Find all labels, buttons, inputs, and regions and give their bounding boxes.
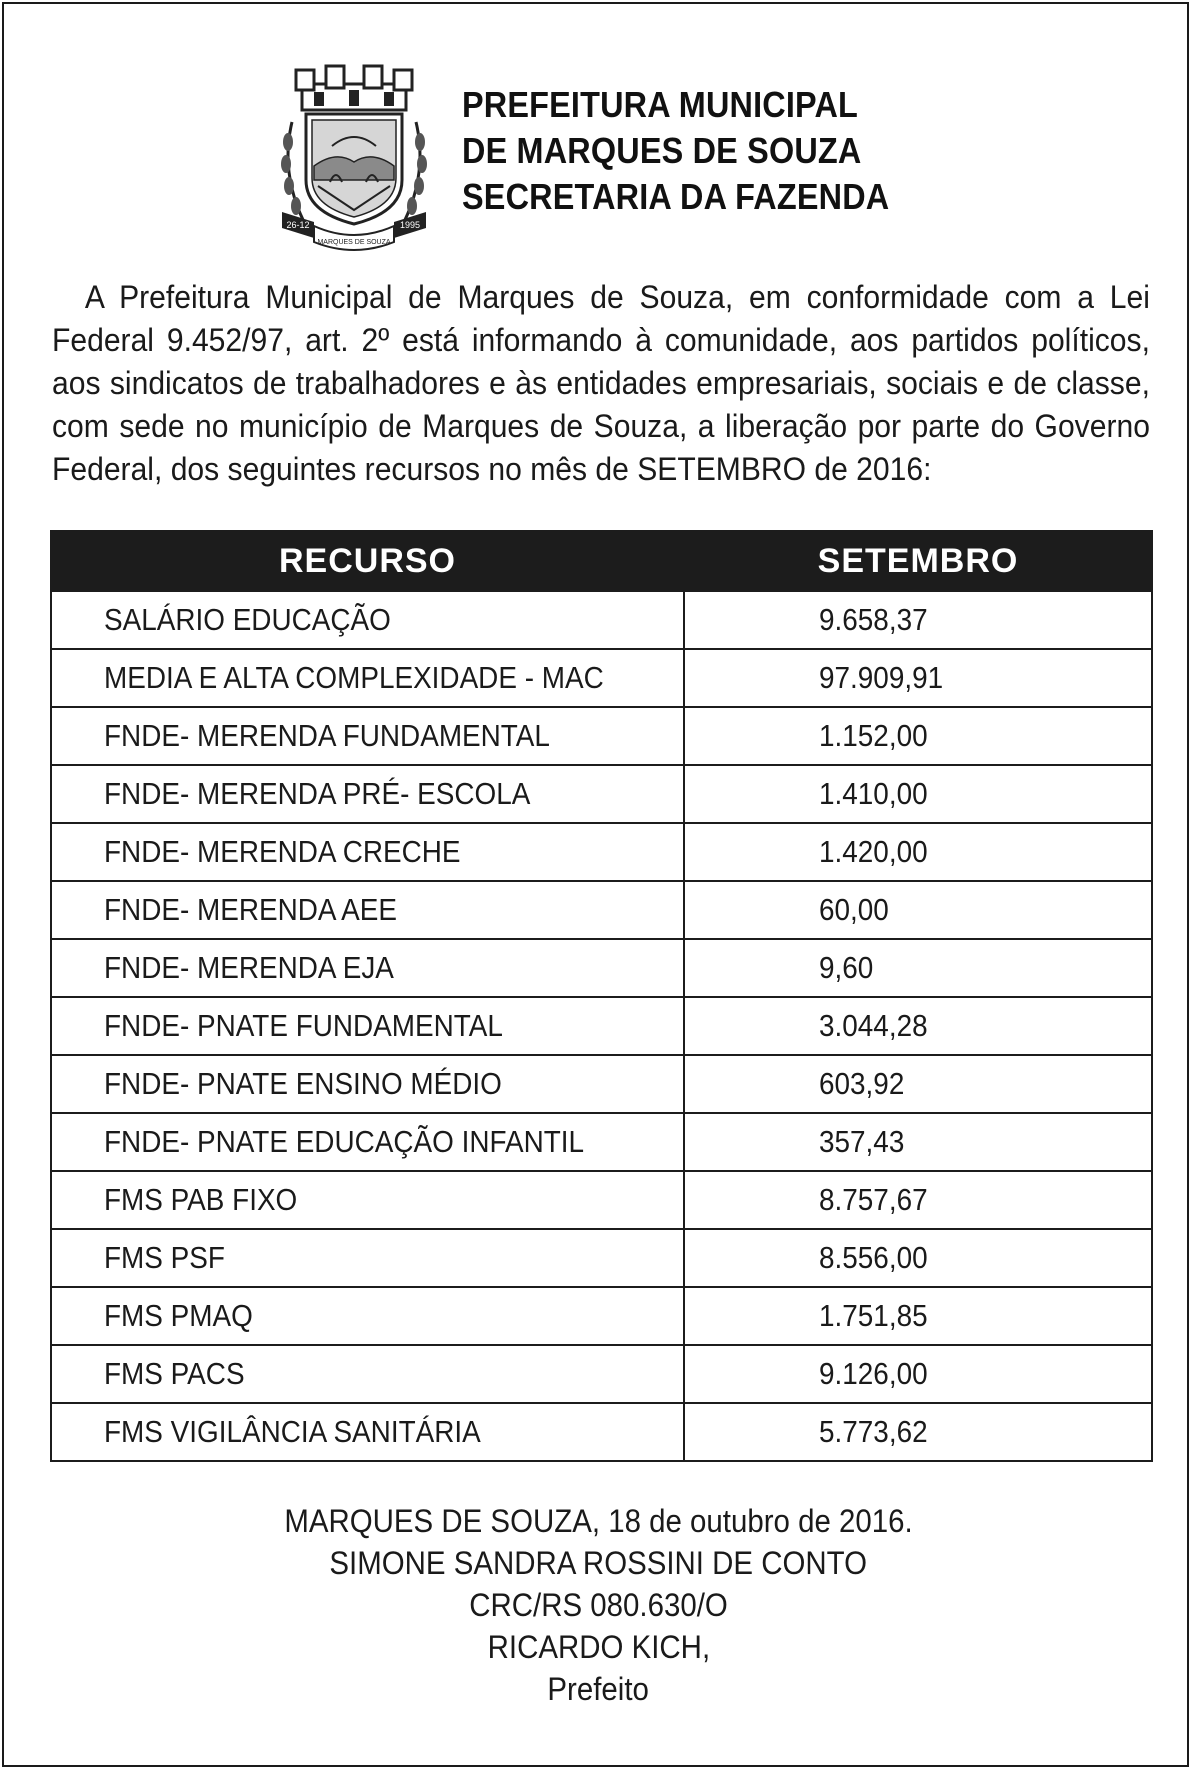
- signer1-name-line: [4, 1542, 1193, 1584]
- table-header-row: [51, 531, 1152, 591]
- valor-cell: [684, 591, 1152, 649]
- valor-cell: [684, 1287, 1152, 1345]
- recurso-cell: [51, 1345, 684, 1403]
- recurso-label: FNDE- MERENDA AEE: [104, 892, 398, 927]
- valor-label: 603,92: [819, 1066, 905, 1101]
- column-header-setembro: SETEMBRO: [684, 531, 1152, 591]
- signature-block: [4, 1500, 1193, 1710]
- recurso-label: FNDE- MERENDA CRECHE: [104, 834, 461, 869]
- valor-label: 97.909,91: [819, 660, 944, 695]
- valor-cell: [684, 707, 1152, 765]
- recurso-label: FNDE- PNATE EDUCAÇÃO INFANTIL: [104, 1124, 585, 1159]
- valor-cell: [684, 649, 1152, 707]
- recurso-label: FMS PSF: [104, 1240, 225, 1275]
- table-row: [51, 1345, 1152, 1403]
- header-title-line2: DE MARQUES DE SOUZA: [462, 130, 862, 171]
- place-date: MARQUES DE SOUZA, 18 de outubro de 2016.: [284, 1503, 913, 1539]
- table-row: [51, 1055, 1152, 1113]
- table-row: [51, 939, 1152, 997]
- valor-label: 8.556,00: [819, 1240, 928, 1275]
- document-frame: [2, 2, 1189, 1767]
- valor-cell: [684, 1403, 1152, 1461]
- recurso-label: FNDE- PNATE FUNDAMENTAL: [104, 1008, 503, 1043]
- table-row: [51, 591, 1152, 649]
- recurso-label: FMS VIGILÂNCIA SANITÁRIA: [104, 1414, 481, 1449]
- valor-cell: [684, 1055, 1152, 1113]
- signer1-crc: CRC/RS 080.630/O: [469, 1587, 728, 1623]
- crest-year-left: 26-12: [286, 220, 310, 230]
- signer2-role: Prefeito: [547, 1671, 650, 1707]
- recurso-cell: [51, 1287, 684, 1345]
- table-row: [51, 1229, 1152, 1287]
- valor-cell: [684, 1229, 1152, 1287]
- valor-label: 1.751,85: [819, 1298, 928, 1333]
- recurso-cell: [51, 1113, 684, 1171]
- place-date-line: [4, 1500, 1193, 1542]
- crest-ribbon-text: MARQUES DE SOUZA: [317, 239, 391, 246]
- valor-label: 1.420,00: [819, 834, 928, 869]
- recurso-label: MEDIA E ALTA COMPLEXIDADE - MAC: [104, 660, 604, 695]
- recurso-cell: [51, 765, 684, 823]
- signer1-name: SIMONE SANDRA ROSSINI DE CONTO: [329, 1545, 868, 1581]
- signer2-role-line: [4, 1668, 1193, 1710]
- valor-label: 9.658,37: [819, 602, 928, 637]
- valor-cell: [684, 997, 1152, 1055]
- table-row: [51, 765, 1152, 823]
- valor-cell: [684, 765, 1152, 823]
- valor-cell: [684, 1171, 1152, 1229]
- recurso-cell: [51, 881, 684, 939]
- intro-paragraph: A Prefeitura Municipal de Marques de Souza, em conformidade com a Lei Federal 9.452/97, art. 2º está informando à comunidade, aos partidos políticos, aos sindicatos de trabalhadores e às entidades empresariais, sociais e de classe, com sede no município de Marques de Souza, a liberação por parte do Governo Federal, dos seguintes recursos no mês de SETEMBRO de 2016:: [52, 279, 1150, 487]
- table-row: [51, 649, 1152, 707]
- valor-cell: [684, 939, 1152, 997]
- recurso-cell: [51, 707, 684, 765]
- recurso-cell: [51, 1229, 684, 1287]
- valor-cell: [684, 1345, 1152, 1403]
- valor-label: 5.773,62: [819, 1414, 928, 1449]
- recurso-label: FNDE- MERENDA FUNDAMENTAL: [104, 718, 550, 753]
- recurso-cell: [51, 591, 684, 649]
- table-row: [51, 1113, 1152, 1171]
- header-title-line1: PREFEITURA MUNICIPAL: [462, 84, 858, 125]
- recurso-label: FMS PACS: [104, 1356, 245, 1391]
- valor-label: 3.044,28: [819, 1008, 928, 1043]
- valor-label: 357,43: [819, 1124, 905, 1159]
- valor-cell: [684, 823, 1152, 881]
- valor-label: 1.152,00: [819, 718, 928, 753]
- recurso-cell: [51, 1055, 684, 1113]
- resources-table: [50, 530, 1153, 1462]
- municipal-coat-of-arms-icon: [274, 62, 434, 252]
- recurso-label: FNDE- PNATE ENSINO MÉDIO: [104, 1066, 502, 1101]
- header: [274, 62, 934, 252]
- recurso-label: SALÁRIO EDUCAÇÃO: [104, 602, 391, 637]
- valor-cell: [684, 1113, 1152, 1171]
- valor-label: 1.410,00: [819, 776, 928, 811]
- table-row: [51, 881, 1152, 939]
- column-header-recurso: RECURSO: [51, 531, 684, 591]
- table-row: [51, 823, 1152, 881]
- header-title-line3: SECRETARIA DA FAZENDA: [462, 176, 890, 217]
- recurso-cell: [51, 823, 684, 881]
- recurso-cell: [51, 997, 684, 1055]
- recurso-label: FNDE- MERENDA EJA: [104, 950, 394, 985]
- table-row: [51, 1171, 1152, 1229]
- recurso-label: FNDE- MERENDA PRÉ- ESCOLA: [104, 776, 531, 811]
- recurso-cell: [51, 939, 684, 997]
- recurso-label: FMS PAB FIXO: [104, 1182, 298, 1217]
- header-titles: [462, 82, 942, 220]
- table-row: [51, 997, 1152, 1055]
- valor-label: 9,60: [819, 950, 874, 985]
- signer2-name-line: [4, 1626, 1193, 1668]
- table-row: [51, 707, 1152, 765]
- valor-label: 9.126,00: [819, 1356, 928, 1391]
- recurso-cell: [51, 1403, 684, 1461]
- valor-cell: [684, 881, 1152, 939]
- table-row: [51, 1287, 1152, 1345]
- valor-label: 8.757,67: [819, 1182, 928, 1217]
- valor-label: 60,00: [819, 892, 889, 927]
- crest-year-right: 1995: [399, 220, 421, 230]
- signer1-crc-line: [4, 1584, 1193, 1626]
- recurso-cell: [51, 649, 684, 707]
- signer2-name: RICARDO KICH,: [487, 1629, 710, 1665]
- recurso-cell: [51, 1171, 684, 1229]
- recurso-label: FMS PMAQ: [104, 1298, 253, 1333]
- table-row: [51, 1403, 1152, 1461]
